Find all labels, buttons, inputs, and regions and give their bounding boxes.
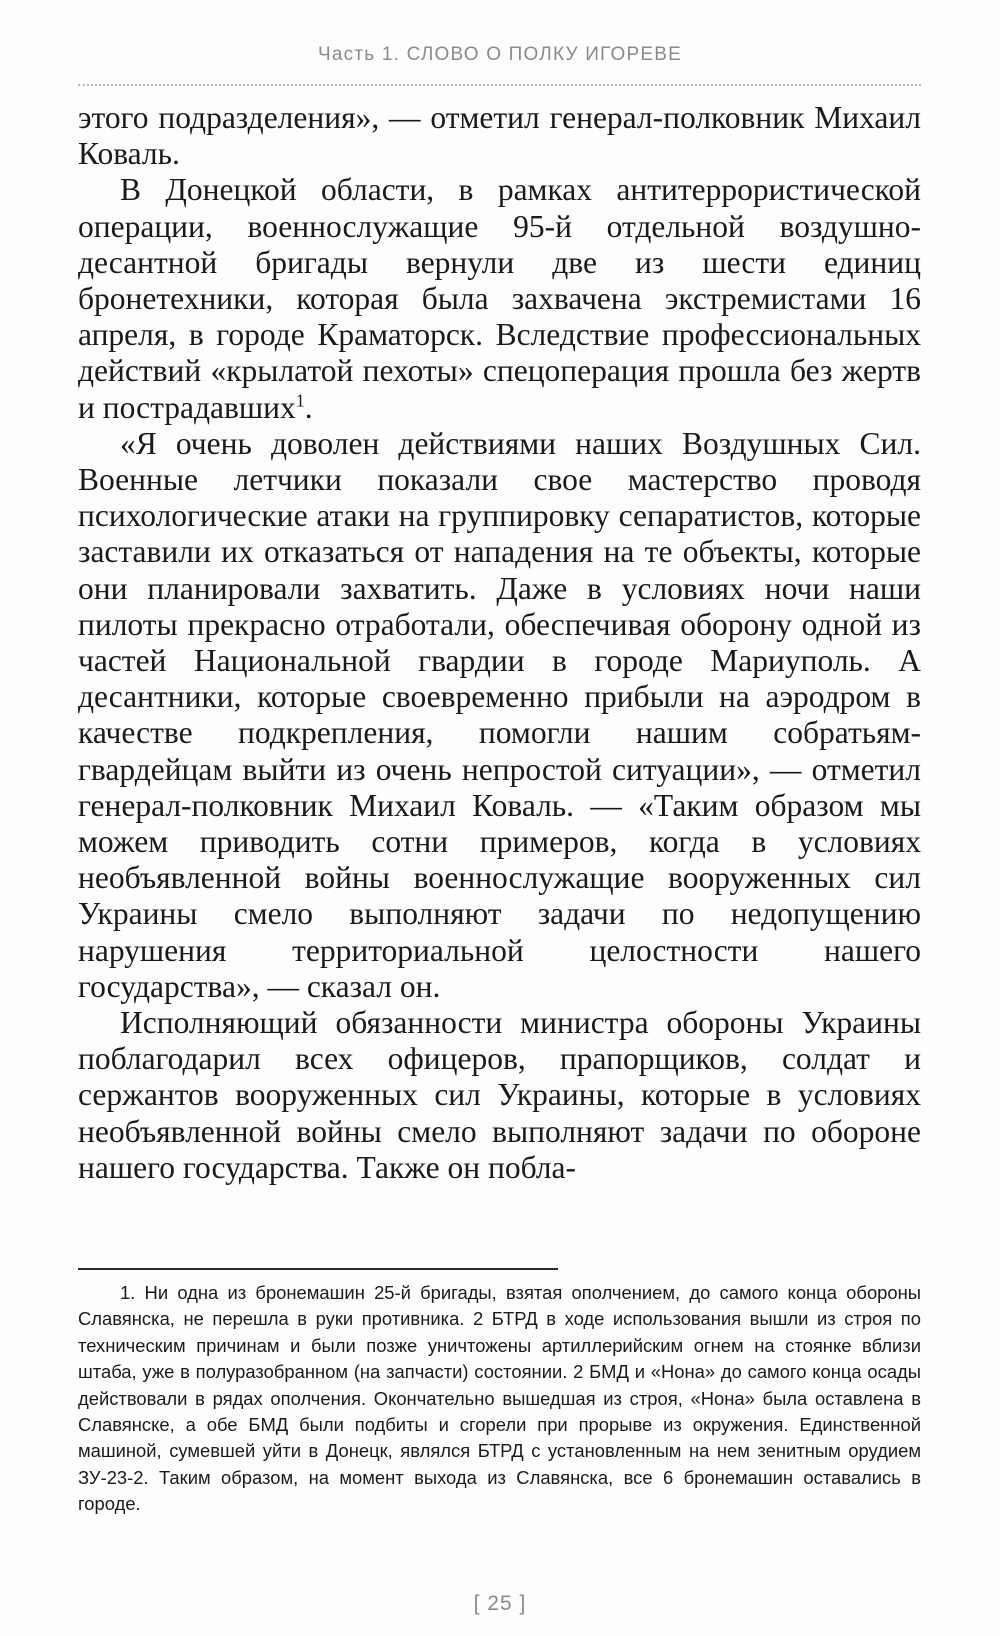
header-dotted-rule	[78, 84, 921, 86]
paragraph-end: .	[304, 389, 313, 425]
page-number: [ 25 ]	[473, 1592, 527, 1615]
footnote-reference[interactable]: 1	[295, 390, 305, 411]
footnote-1: 1. Ни одна из бронемашин 25-й бригады, взятая ополчением, до самого конца обороны Славянска, не перешла в руки противника. 2 БТРД в ходе использования вышли из строя по техническим причинам и были позже уничтожены артиллерийским огнем на стоянке вблизи штаба, уже в полуразобранном (на запчасти) состоянии. 2 БМД и «Нона» до самого конца осады действовали в рядах ополчения. Окончательно вышедшая из строя, «Нона» была оставлена в Славянске, а обе БМД были подбиты и сгорели при прорыве из окружения. Единственной машиной, сумевшей уйти в Донецк, являлся БТРД с установленным на нем зенитным орудием ЗУ-23-2. Таким образом, на момент выхода из Славянска, все 6 бронемашин оставались в городе.	[78, 1282, 921, 1515]
paragraph-quote: «Я очень доволен действиями наших Воздушных Сил. Военные летчики показали свое мастерство проводя психологические атаки на группировку сепаратистов, которые заставили их отказаться от нападения на те объекты, которые они планировали захватить. Даже в условиях ночи наши пилоты прекрасно отработали, обеспечивая оборону одной из частей Национальной гвардии в городе Мариуполь. А десантники, которые своевременно прибыли на аэродром в качестве подкрепления, помогли нашим собратьям-гвардейцам выйти из очень непростой ситуации», — отметил генерал-полковник Михаил Коваль. — «Таким образом мы можем приводить сотни примеров, когда в условиях необъявленной войны военнослужащие вооруженных сил Украины смело выполняют задачи по недопущению нарушения территориальной целостности нашего государства», — сказал он.	[78, 425, 921, 1004]
paragraph-continued: этого подразделения», — отметил генерал-полковник Михаил Коваль.	[78, 100, 921, 172]
paragraph-donetsk-operation	[78, 172, 921, 425]
paragraph-minister-thanks: Исполняющий обязанности министра обороны Украины поблагодарил всех офицеров, прапорщиков, солдат и сержантов вооруженных сил Украины, которые в условиях необъявленной войны смело выполняют задачи по обороне нашего государства. Также он побла-	[78, 1005, 921, 1185]
main-text	[78, 100, 921, 1186]
running-header: Часть 1. СЛОВО О ПОЛКУ ИГОРЕВЕ	[318, 44, 682, 65]
paragraph-text: В Донецкой области, в рамках антитеррористической операции, военнослужащие 95-й отдельной воздушно-десантной бригады вернули две из шести единиц бронетехники, которая была захвачена экстремистами 16 апреля, в городе Краматорск. Вследствие профессиональных действий «крылатой пехоты» спецоперация прошла без жертв и пострадавших	[78, 172, 921, 425]
footnote-separator	[78, 1268, 558, 1270]
